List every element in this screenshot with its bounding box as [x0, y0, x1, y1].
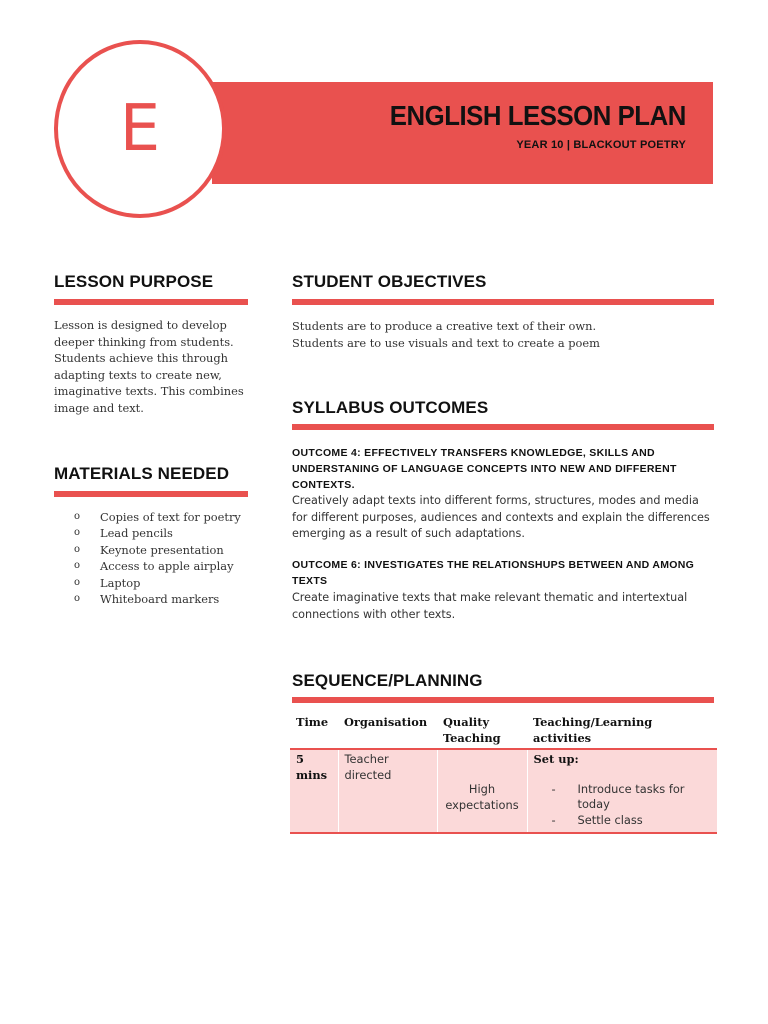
column-header-organisation: Organisation [344, 715, 428, 729]
table-row [290, 749, 717, 833]
sequence-heading: SEQUENCE/PLANNING [292, 671, 483, 690]
objectives-rule [292, 299, 714, 305]
objectives-heading: STUDENT OBJECTIVES [292, 272, 487, 291]
bullet-icon: o [74, 527, 81, 539]
list-item: - Introduce tasks for today [551, 781, 685, 811]
syllabus-rule [292, 424, 714, 430]
page-subtitle: YEAR 10 | BLACKOUT POETRY [516, 139, 686, 151]
cell-quality: High expectations [437, 749, 527, 833]
list-item: - Settle class [551, 812, 643, 827]
logo-circle [54, 40, 226, 218]
cell-activities [527, 749, 717, 833]
list-item: o Lead pencils [74, 526, 173, 541]
materials-list [74, 509, 241, 607]
materials-rule [54, 491, 248, 497]
column-header-time: Time [296, 715, 329, 729]
objective-line: Students are to use visuals and text to create a poem [292, 335, 600, 350]
cell-organisation: Teacher directed [338, 749, 437, 833]
outcome-6-title: OUTCOME 6: INVESTIGATES THE RELATIONSHUPS BETWEEN AND AMONG TEXTS [292, 559, 695, 587]
activity-list [534, 782, 712, 829]
column-header-activities: Teaching/Learning activities [533, 715, 653, 745]
sequence-rule [292, 697, 714, 703]
list-item: o Copies of text for poetry [74, 510, 241, 524]
bullet-icon: o [74, 576, 81, 588]
objective-line: Students are to produce a creative text of their own. [292, 319, 597, 333]
header-banner [212, 82, 713, 184]
bullet-icon: o [74, 560, 81, 572]
logo-letter: E [119, 92, 161, 166]
outcome-4-title: OUTCOME 4: EFFECTIVELY TRANSFERS KNOWLEDGE, SKILLS AND UNDERSTANING OF LANGUAGE CONCEPTS INTO NEW AND DIFFERENT CONTEXTS. [292, 447, 677, 491]
lesson-purpose-text: Lesson is designed to develop deeper thinking from students. Students achieve this through adapting texts to create new, imaginative texts. This combines image and text. [54, 318, 244, 415]
activity-title: Set up: [533, 752, 579, 766]
bullet-icon: o [74, 592, 81, 604]
cell-time: 5 mins [290, 749, 338, 833]
list-item: o Keynote presentation [74, 542, 224, 557]
materials-heading: MATERIALS NEEDED [54, 464, 230, 483]
column-header-quality: Quality Teaching [443, 715, 501, 745]
table-header-row [290, 711, 717, 749]
list-item: o Whiteboard markers [74, 591, 220, 606]
dash-bullet: - [551, 812, 556, 827]
sequence-table [290, 711, 717, 834]
lesson-purpose-heading: LESSON PURPOSE [54, 272, 214, 291]
objectives-text [292, 318, 716, 351]
outcome-6-body: Create imaginative texts that make relevant thematic and intertextual connections with other texts. [292, 591, 688, 621]
lesson-purpose-rule [54, 299, 248, 305]
dash-bullet: - [551, 781, 556, 796]
outcome-4-body: Creatively adapt texts into different forms, structures, modes and media for different purposes, audiences and contexts and explain the differences emerging as a result of such adaptations. [292, 494, 710, 540]
list-item: o Access to apple airplay [74, 559, 234, 574]
syllabus-heading: SYLLABUS OUTCOMES [292, 398, 489, 417]
page-title: ENGLISH LESSON PLAN [389, 100, 686, 131]
list-item: o Laptop [74, 575, 141, 590]
bullet-icon: o [74, 511, 81, 522]
bullet-icon: o [74, 543, 81, 555]
